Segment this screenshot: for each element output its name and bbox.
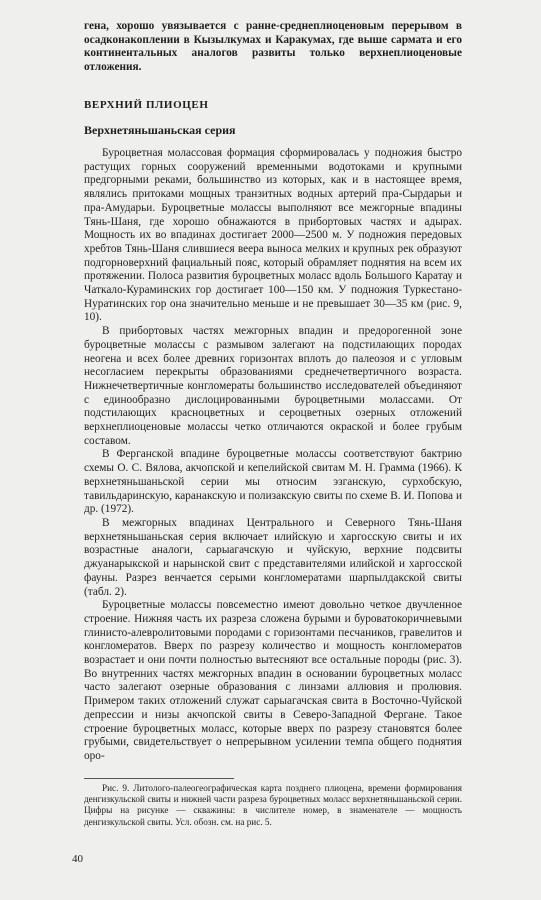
paragraph-1: Буроцветная молассовая формация сформировалась у подножия быстро растущих горных сооружений временными водотоками и крупными предгорными реками, большинство из которых, как и в настоящее время, являлись притоками мощных транзитных водных артерий пра-Сырдарьи и пра-Амударьи. Буроцветные молассы выполняют все межгорные впадины Тянь-Шаня, где хорошо обнажаются в прибортовых частях и адырах. Мощность их во впадинах достигает 2000—2500 м. У подножия передовых хребтов Тянь-Шаня слившиеся веера выноса мелких и крупных рек образуют подгорноверхний фациальный пояс, который обрамляет поднятия на всем их протяжении. Полоса развития буроцветных моласс вдоль Большого Каратау и Чаткало-Кураминских гор достигает 100—150 км. У подножия Туркестано-Нуратинских гор она значительно меньше и не превышает 30—35 км (рис. 9, 10). bbox=[84, 147, 462, 324]
paragraph-5: Буроцветные молассы повсеместно имеют довольно четкое двучленное строение. Нижняя часть их разреза сложена бурыми и буроватокоричневыми глинисто-алевролитовыми породами с горизонтами песчаников, гравелитов и конгломератов. Вверх по разрезу количество и мощность конгломератов возрастает и они почти полностью вытесняют все остальные породы (рис. 3). Во внутренних частях межгорных впадин в основании буроцветных моласс часто залегают озерные образования с линзами аллювия и пролювия. Примером таких отложений служат сарыагачская свита в Восточно-Чуйской депрессии и низы акчопской свиты в Северо-Западной Фергане. Такое строение буроцветных моласс, которые вверх по разрезу становятся более грубыми, свидетельствует о непрерывном усилении темпа общего поднятия оро- bbox=[84, 599, 462, 762]
figure-caption bbox=[84, 783, 462, 828]
paragraph-2: В прибортовых частях межгорных впадин и предорогенной зоне буроцветные молассы с размывом залегают на подстилающих породах неогена и всех более древних горизонтах вплоть до палеозоя и с угловым несогласием перекрыты образованиями среднечетвертичного возраста. Нижнечетвертичные конгломераты большинство исследователей объединяют с единообразно дислоцированными буроцветными молассами. От подстилающих красноцветных и сероцветных озерных отложений верхнеплиоценовые молассы четко отличаются окраской и более грубым составом. bbox=[84, 325, 462, 447]
figure-caption-text: Рис. 9. Литолого-палеогеографическая карта позднего плиоцена, времени формирования денгизкульской свиты и нижней части разреза буроцветных моласс верхнетяньшаньской серии. Цифры на рисунке — скважины: в числителе номер, в знаменателе — мощность денгизкульской свиты. Усл. обозн. см. на рис. 5. bbox=[84, 783, 462, 827]
continuation-paragraph: гена, хорошо увязывается с ранне-среднеплиоценовым перерывом в осадконакоплении в Кызылкумах и Каракумах, где выше сармата и его континентальных аналогов развиты только верхнеплиоценовые отложения. bbox=[84, 20, 462, 74]
continuation-text bbox=[84, 20, 462, 75]
section-heading: ВЕРХНИЙ ПЛИОЦЕН bbox=[84, 99, 209, 111]
paragraph-3: В Ферганской впадине буроцветные молассы соответствуют бактрию схемы О. С. Вялова, акчопской и кепелийской свитам М. Н. Грамма (1966). К верхнетяньшаньской серии мы относим эзганскую, сурхобскую, тавильдаринскую, каранакскую и полизакскую свиты по схеме В. И. Попова и др. (1972). bbox=[84, 448, 462, 516]
page-number: 40 bbox=[72, 853, 83, 865]
caption-divider bbox=[84, 778, 234, 779]
body-text bbox=[84, 147, 462, 764]
subsection-heading: Верхнетяньшаньская серия bbox=[84, 123, 236, 137]
paragraph-4: В межгорных впадинах Центрального и Северного Тянь-Шаня верхнетяньшаньская серия включает илийскую и харгосскую свиты и их возрастные аналоги, сарыагачскую и чуйскую, верхние подсвиты джуанарыкской и нарынской свит с представителями илийской и харгосской фауны. Разрез венчается серыми конгломератами шарпылдакской свиты (табл. 2). bbox=[84, 516, 462, 598]
